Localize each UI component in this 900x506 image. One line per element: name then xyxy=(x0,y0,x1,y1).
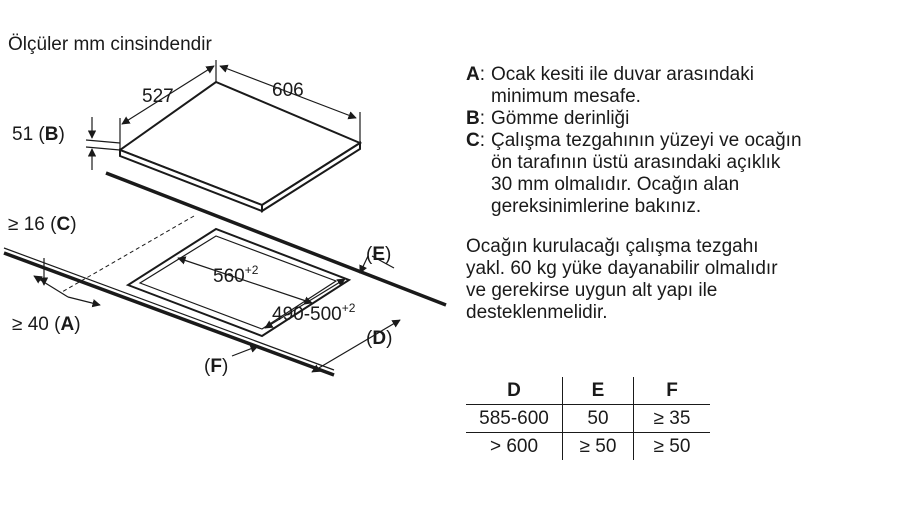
units-note: Ölçüler mm cinsindendir xyxy=(8,34,212,55)
table-cell: > 600 xyxy=(466,433,563,461)
table-row xyxy=(466,433,710,461)
key-d-label: (D) xyxy=(366,328,393,349)
header-f: F xyxy=(634,377,711,405)
table-row xyxy=(466,405,710,433)
table-cell: ≥ 50 xyxy=(634,433,711,461)
table-cell: 585-600 xyxy=(466,405,563,433)
hob-width-label: 606 xyxy=(272,80,304,101)
clearance-c-label: ≥ 16 (C) xyxy=(8,214,77,235)
cutout-width-label: $560^{+2}$ xyxy=(213,263,259,287)
dimension-table xyxy=(466,377,710,460)
cutout-depth-label: $490-500^{+2}$ xyxy=(272,301,356,325)
note-a: A : Ocak kesiti ile duvar arasındaki minimum mesafe. xyxy=(466,64,754,107)
table-cell: ≥ 50 xyxy=(563,433,634,461)
header-d: D xyxy=(507,379,521,401)
table-cell: ≥ 35 xyxy=(634,405,711,433)
table-cell: 50 xyxy=(563,405,634,433)
key-e-label: (E) xyxy=(366,244,392,265)
note-b: B : Gömme derinliği xyxy=(466,108,630,129)
note-c: C : Çalışma tezgahının yüzeyi ve ocağın ön tarafının üstü arasındaki açıklık 30 mm olmalıdır. Ocağın alan gereksinimlerine bakınız. xyxy=(466,130,802,217)
header-e: E xyxy=(563,377,634,405)
recess-depth-label: 51 (B) xyxy=(12,124,65,145)
clearance-a-label: ≥ 40 (A) xyxy=(12,314,81,335)
hob-depth-label: 527 xyxy=(142,86,174,107)
table-header-row xyxy=(466,377,710,405)
notes-list xyxy=(466,64,886,218)
support-paragraph: Ocağın kurulacağı çalışma tezgahı yakl. 60 kg yüke dayanabilir olmalıdır ve gerekirse uygun alt yapı ile desteklenmelidir. xyxy=(466,236,778,323)
key-f-label: (F) xyxy=(204,356,229,377)
